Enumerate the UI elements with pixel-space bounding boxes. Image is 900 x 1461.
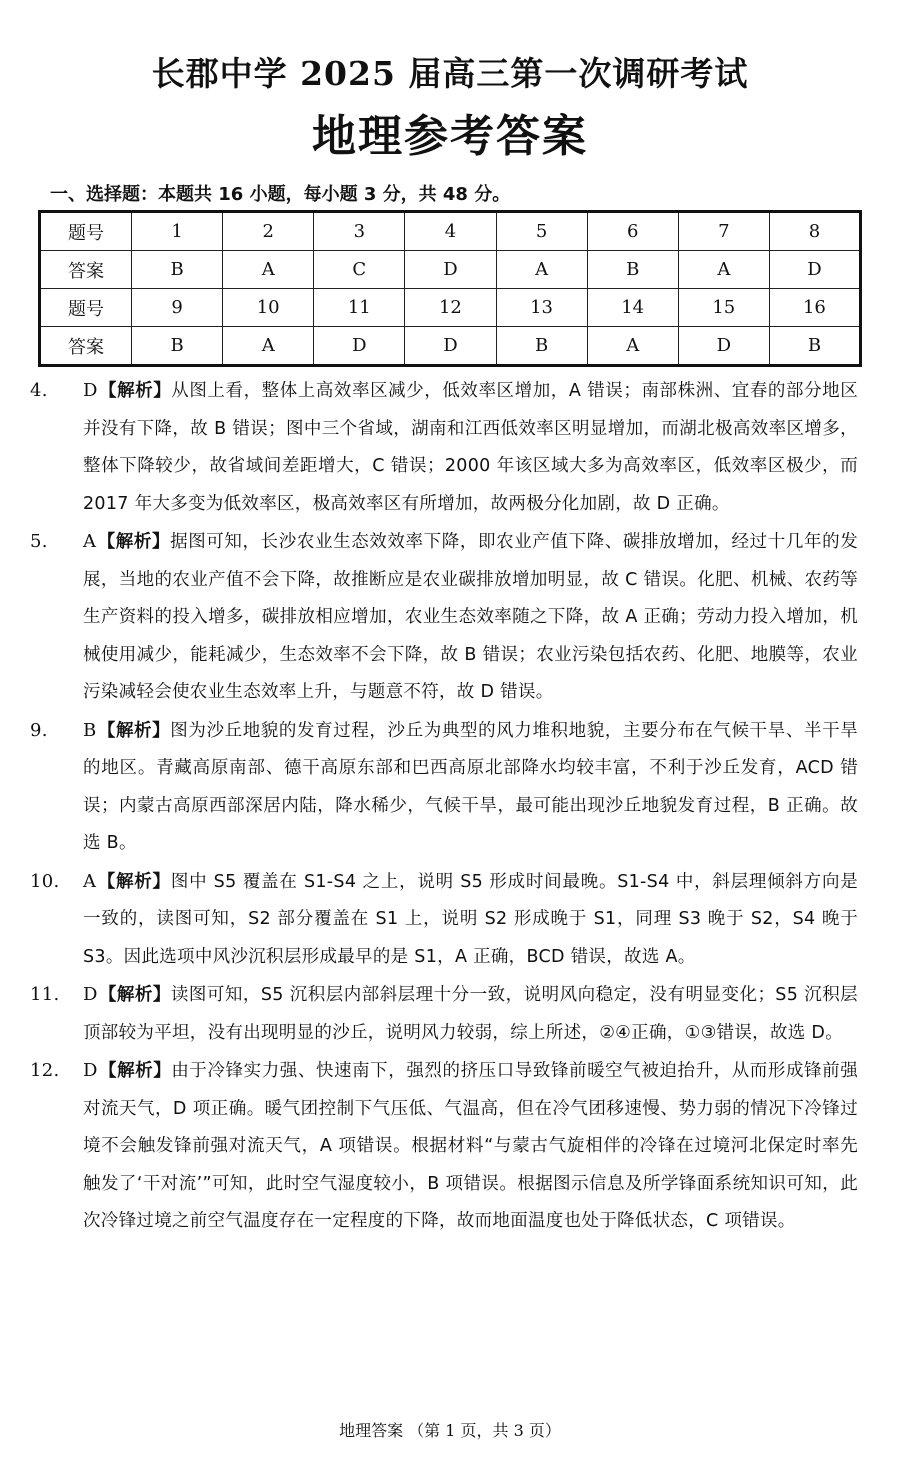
analysis-item <box>30 523 858 712</box>
answer-table-row <box>40 289 861 327</box>
answer-table-cell: D <box>678 327 769 366</box>
answer-table-cell: 10 <box>223 289 314 327</box>
answer-table-row-header: 题号 <box>40 289 132 327</box>
answer-table-cell: 6 <box>587 212 678 251</box>
question-number: 11. <box>30 984 60 1005</box>
analysis-text: 读图可知，S5 沉积层内部斜层理十分一致，说明风向稳定，没有明显变化；S5 沉积层顶部较为平坦，没有出现明显的沙丘，说明风力较弱，综上所述，②④正确，①③错误，故选 D。 <box>83 985 858 1043</box>
answer-table-cell: B <box>769 327 860 366</box>
answer-table-cell: 16 <box>769 289 860 327</box>
answer-table-row <box>40 251 861 289</box>
answer-table-cell: 1 <box>132 212 223 251</box>
analysis-item <box>30 863 858 977</box>
analysis-tag: 【解析】 <box>98 985 171 1005</box>
answer-table-cell: D <box>769 251 860 289</box>
question-answer: A <box>83 531 97 552</box>
question-number: 10. <box>30 870 60 892</box>
question-answer: D <box>83 1060 98 1081</box>
answer-table-cell: 13 <box>496 289 587 327</box>
analysis-list <box>30 372 858 1241</box>
answer-table-cell: A <box>496 251 587 289</box>
answer-table-cell: A <box>678 251 769 289</box>
analysis-tag: 【解析】 <box>97 532 171 552</box>
answer-table-cell: C <box>314 251 405 289</box>
analysis-text: 据图可知，长沙农业生态效效率下降，即农业产值下降、碳排放增加，经过十几年的发展，当地的农业产值不会下降，故推断应是农业碳排放增加明显，故 C 错误。化肥、机械、农药等生产资料的投入增多，碳排放相应增加，农业生态效率随之下降，故 A 正确；劳动力投入增加，机械使用减少，能耗减少，生态效率不会下降，故 B 错误；农业污染包括农药、化肥、地膜等，农业污染减轻会使农业生态效率上升，与题意不符，故 D 错误。 <box>83 532 858 702</box>
answer-table-cell: A <box>223 327 314 366</box>
answer-table <box>38 210 862 367</box>
analysis-text: 图中 S5 覆盖在 S1-S4 之上，说明 S5 形成时间最晚。S1-S4 中，斜层理倾斜方向是一致的，读图可知，S2 部分覆盖在 S1 上，说明 S2 形成晚于 S1，同理 S3 晚于 S2，S4 晚于 S3。因此选项中风沙沉积层形成最早的是 S1，A 正确，BCD 错误，故选 A。 <box>83 871 859 967</box>
question-number: 5. <box>30 531 48 552</box>
question-answer: B <box>83 719 97 741</box>
page-footer: 地理答案 （第 1 页，共 3 页） <box>339 1421 561 1440</box>
answer-table-cell: 3 <box>314 212 405 251</box>
analysis-tag: 【解析】 <box>97 720 171 741</box>
answer-table-cell: B <box>587 251 678 289</box>
analysis-item <box>30 1052 858 1241</box>
answer-table-row <box>40 212 861 251</box>
answer-table-cell: 2 <box>223 212 314 251</box>
answer-table-cell: D <box>405 327 496 366</box>
answer-table-row-header: 答案 <box>40 251 132 289</box>
answer-table-cell: 14 <box>587 289 678 327</box>
answer-table-cell: 5 <box>496 212 587 251</box>
analysis-tag: 【解析】 <box>98 381 172 401</box>
answer-table-cell: B <box>132 251 223 289</box>
answer-table-cell: A <box>223 251 314 289</box>
section-heading: 一、选择题：本题共 16 小题，每小题 3 分，共 48 分。 <box>50 184 511 205</box>
question-answer: A <box>83 870 97 892</box>
answer-table-row-header: 题号 <box>40 212 132 251</box>
question-answer: D <box>83 984 98 1005</box>
answer-table-cell: 7 <box>678 212 769 251</box>
analysis-item <box>30 712 858 863</box>
answer-table-cell: 12 <box>405 289 496 327</box>
analysis-text: 从图上看，整体上高效率区减少，低效率区增加，A 错误；南部株洲、宜春的部分地区并没有下降，故 B 错误；图中三个省域，湖南和江西低效率区明显增加，而湖北极高效率区增多，整体下降较少，故省域间差距增大，C 错误；2000 年该区域大多为高效率区，低效率区极少，而 2017 年大多变为低效率区，极高效率区有所增加，故两极分化加剧，故 D 正确。 <box>83 381 859 514</box>
answer-table-cell: 9 <box>132 289 223 327</box>
answer-table-cell: D <box>405 251 496 289</box>
answer-table-cell: B <box>132 327 223 366</box>
exam-title: 长郡中学 2025 届高三第一次调研考试 <box>151 54 749 93</box>
answer-table-cell: 15 <box>678 289 769 327</box>
answer-table-cell: 11 <box>314 289 405 327</box>
answer-table-cell: 8 <box>769 212 860 251</box>
answer-table-cell: D <box>314 327 405 366</box>
analysis-item <box>30 976 858 1052</box>
question-number: 9. <box>30 719 48 741</box>
question-number: 12. <box>30 1060 60 1081</box>
question-answer: D <box>83 380 98 401</box>
answer-key-title: 地理参考答案 <box>312 111 588 162</box>
answer-table-cell: A <box>587 327 678 366</box>
analysis-text: 图为沙丘地貌的发育过程，沙丘为典型的风力堆积地貌，主要分布在气候干旱、半干旱的地区。青藏高原南部、德干高原东部和巴西高原北部降水均较丰富，不利于沙丘发育，ACD 错误；内蒙古高原西部深居内陆，降水稀少，气候干旱，最可能出现沙丘地貌发育过程，B 正确。故选 B。 <box>83 720 858 853</box>
analysis-text: 由于冷锋实力强、快速南下，强烈的挤压口导致锋前暖空气被迫抬升，从而形成锋前强对流天气，D 项正确。暖气团控制下气压低、气温高，但在冷气团移速慢、势力弱的情况下冷锋过境不会触发锋前强对流天气，A 项错误。根据材料“与蒙古气旋相伴的冷锋在过境河北保定时率先触发了‘干对流’”可知，此时空气湿度较小，B 项错误。根据图示信息及所学锋面系统知识可知，此次冷锋过境之前空气温度存在一定程度的下降，故而地面温度也处于降低状态，C 项错误。 <box>83 1061 858 1231</box>
answer-table-row-header: 答案 <box>40 327 132 366</box>
analysis-item <box>30 372 858 523</box>
question-number: 4. <box>30 380 48 401</box>
answer-table-cell: 4 <box>405 212 496 251</box>
answer-table-row <box>40 327 861 366</box>
analysis-tag: 【解析】 <box>98 1061 172 1081</box>
analysis-tag: 【解析】 <box>97 871 171 892</box>
answer-table-cell: B <box>496 327 587 366</box>
